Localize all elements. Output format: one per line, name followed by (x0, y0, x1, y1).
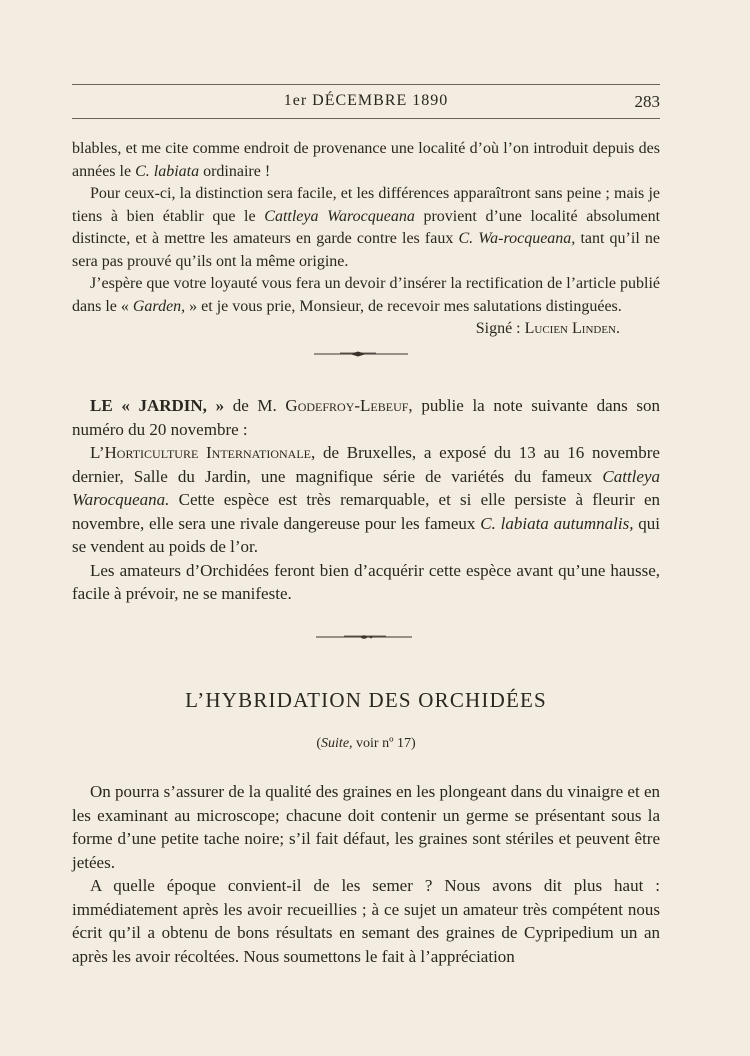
text-run: de M. (224, 396, 286, 415)
text-run: Pour ceux-ci, la distinction sera facile, et les différences apparaîtront sans peine ; mais je tiens à bien établir que le (72, 185, 660, 225)
jardin-paragraph-3 (72, 559, 660, 606)
text-run: L’ (90, 443, 105, 462)
page-number: 283 (634, 92, 660, 111)
letter-paragraph-1 (72, 138, 660, 183)
small-caps-run: Godefroy-Lebeuf, (285, 396, 413, 415)
text-run: » et je vous prie, Monsieur, de recevoir mes salutations distinguées. (185, 297, 622, 315)
text-run: ( (316, 736, 322, 751)
italic-run: C. labiata autumnalis, (480, 513, 634, 533)
small-caps-run: Lucien Linden. (524, 320, 620, 337)
text-run: ordinaire ! (199, 162, 271, 180)
text-run: J’espère que votre loyauté vous fera un devoir d’insérer la rectification de l’article publié dans le « (72, 275, 660, 315)
text-run: qui se vendent au poids de l’or. (72, 513, 660, 556)
text-run: Cette espèce est très remarquable, et si elle persiste à fleurir en novembre, elle sera une rivale dangereuse pour les fameux (72, 490, 660, 533)
letter-signature (72, 318, 660, 341)
header-bottom-rule (72, 118, 660, 119)
italic-run: Garden, (132, 297, 186, 315)
letter-conclusion (72, 138, 660, 341)
letter-paragraph-3 (72, 273, 660, 318)
section-ornament-1 (0, 350, 750, 358)
text-run: publie la note suivante dans son numéro du 20 novembre : (72, 396, 660, 439)
running-head-date: 1er DÉCEMBRE 1890 (283, 92, 449, 109)
text-run: Signé : (475, 320, 525, 337)
header-top-rule (72, 84, 660, 85)
italic-run: Cattleya Warocqueana (264, 207, 415, 225)
text-run: blables, et me cite comme endroit de provenance une localité d’où l’on introduit depuis des années le (72, 140, 660, 180)
text-run: de Bruxelles, a exposé du 13 au 16 novembre dernier, Salle du Jardin, une magnifique série de variétés du fameux (72, 443, 660, 486)
article-subtitle (72, 736, 660, 752)
article-paragraph-1 (72, 780, 660, 874)
running-head (72, 92, 660, 112)
italic-run: Cattleya Warocqueana. (72, 466, 660, 509)
text-run: A quelle époque convient-il de les semer ? Nous avons dit plus haut : immédiatement après les avoir recueillies ; à ce sujet un amateur très compétent nous écrit qu’il a obtenu de bons résultats en semant des graines de Cypripedium un an après les avoir récoltées. Nous soumettons le fait à l’appréciation (72, 876, 660, 966)
text-run: tant qu’il ne sera pas prouvé qu’ils ont la même origine. (72, 230, 661, 270)
text-run: On pourra s’assurer de la qualité des graines en les plongeant dans du vinaigre et en les examinant au microscope; chacune doit contenir un germe se présentant sous la forme d’une petite tache noire; s’il fait défaut, les graines sont stériles et peuvent être jetées. (72, 782, 660, 872)
italic-run: C. labiata (135, 162, 200, 180)
italic-run: Suite, (321, 736, 353, 751)
small-caps-run: Horticulture Internationale, (104, 443, 316, 462)
hybridation-article-body (72, 780, 660, 968)
bold-run: LE « JARDIN, » (90, 396, 225, 415)
jardin-note (72, 394, 660, 606)
jardin-paragraph-2 (72, 441, 660, 559)
text-run: voir nº 17) (352, 736, 416, 751)
article-paragraph-2 (72, 874, 660, 968)
text-run: Les amateurs d’Orchidées feront bien d’acquérir cette espèce avant qu’une hausse, facile à prévoir, ne se manifeste. (72, 560, 660, 603)
section-ornament-2 (0, 633, 750, 641)
italic-run: C. Wa-rocqueana, (458, 230, 576, 247)
text-run: provient d’une localité absolument distincte, et à mettre les amateurs en garde contre les faux (72, 207, 661, 247)
jardin-paragraph-1 (72, 394, 660, 441)
letter-paragraph-2 (72, 183, 660, 273)
article-title: L’HYBRIDATION DES ORCHIDÉES (185, 688, 547, 712)
